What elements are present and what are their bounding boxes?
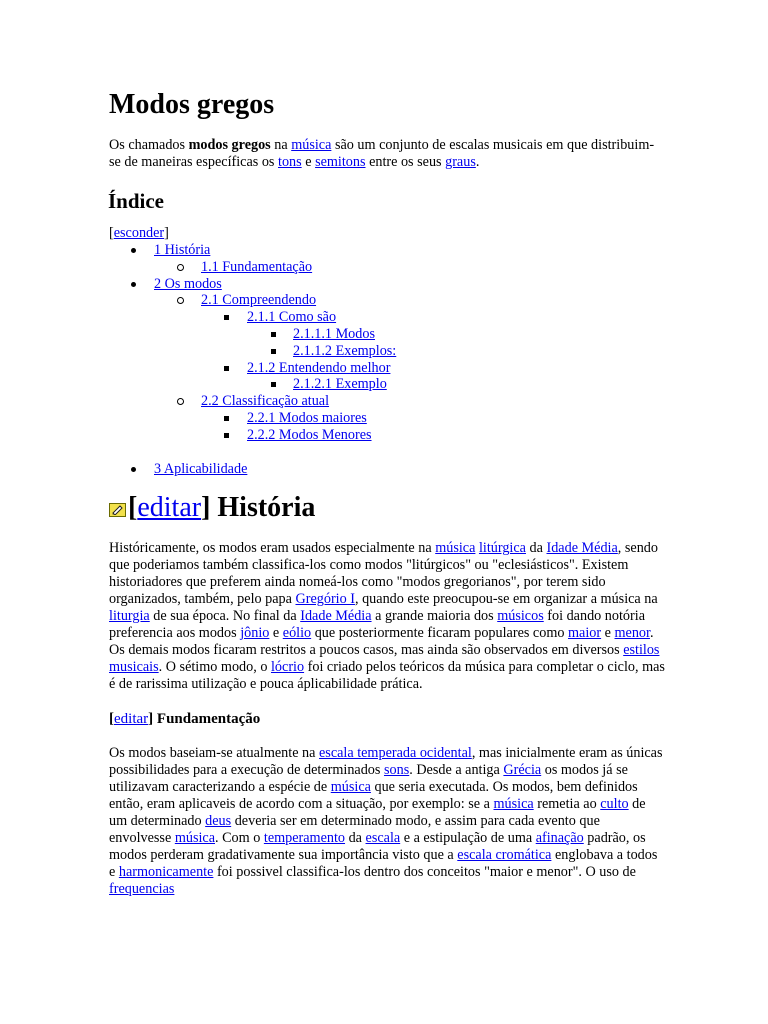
toc-item: [109, 360, 665, 377]
edit-link-historia[interactable]: editar: [137, 492, 202, 524]
toc-item: [109, 259, 665, 276]
text: e a estipulação de uma: [400, 830, 536, 847]
text: padrão, os modos perderam gradativamente sua importância visto que a: [109, 830, 646, 864]
toc-hide-link[interactable]: esconder: [113, 225, 165, 241]
text: que posteriormente ficaram populares como: [311, 625, 568, 642]
link-sons[interactable]: sons: [383, 762, 410, 779]
text: englobava a todos e: [109, 847, 658, 881]
toc-link[interactable]: 2.1.1.1 Modos: [293, 325, 375, 342]
section-title: Fundamentação: [156, 711, 261, 728]
link-musica[interactable]: música: [291, 137, 332, 153]
link-deus[interactable]: deus: [205, 813, 232, 830]
text: , sendo que poderiamos também classifica-los como modos "litúrgicos" ou "eclesiásticos". Existem historiadores que preferem ainda nomeá-los como "modos gregorianos", por terem sido organizados, também, pelo papa: [109, 540, 658, 608]
bullet-disc: [131, 282, 136, 287]
toc-item: [109, 376, 665, 393]
toc-item: [109, 309, 665, 326]
text: a grande maioria dos: [371, 608, 498, 625]
link-graus[interactable]: graus: [445, 154, 476, 170]
bullet-square: [224, 416, 229, 421]
bracket: [: [128, 492, 138, 524]
table-of-contents: [109, 225, 665, 477]
text: , quando este preocupou-se em organizar a música na: [354, 591, 658, 608]
text: Históricamente, os modos eram usados especialmente na: [109, 540, 436, 557]
bullet-square: [224, 315, 229, 320]
bullet-circle: [177, 297, 184, 304]
fundamentacao-paragraph: [109, 745, 665, 898]
intro-paragraph: [109, 137, 665, 171]
link-liturgica[interactable]: litúrgica: [478, 540, 526, 557]
link-musica[interactable]: música: [493, 796, 534, 813]
toc-item: [109, 427, 665, 444]
text: de um determinado: [109, 796, 646, 830]
text: e: [269, 625, 283, 642]
bold-term: modos gregos: [188, 137, 271, 153]
link-escala-cromatica[interactable]: escala cromática: [457, 847, 552, 864]
toc-link[interactable]: 2.1.2.1 Exemplo: [293, 376, 387, 393]
toc-link[interactable]: 2.2.2 Modos Menores: [247, 426, 372, 443]
link-frequencias[interactable]: frequencias: [109, 881, 175, 898]
toc-item: [109, 410, 665, 427]
bullet-square: [271, 332, 276, 337]
text: da: [525, 540, 547, 557]
text: foi criado pelos teóricos da música para completar o ciclo, mas é de rarissima utilização e pouca áplicabilidade prática.: [109, 659, 665, 693]
link-temperamento[interactable]: temperamento: [263, 830, 346, 847]
section-heading-historia: [109, 491, 665, 525]
link-idade-media[interactable]: Idade Média: [546, 540, 618, 557]
toc-link[interactable]: 1 História: [154, 242, 211, 258]
bullet-circle: [177, 398, 184, 405]
toc-title: Índice: [108, 189, 165, 213]
article: [109, 88, 665, 898]
page-title: Modos gregos: [109, 89, 275, 120]
bracket: [: [109, 225, 114, 241]
text: , mas inicialmente eram as únicas possibilidades para a execução de determinados: [109, 745, 663, 779]
bracket: ]: [148, 711, 154, 728]
link-musica[interactable]: música: [174, 830, 215, 847]
link-locrio[interactable]: lócrio: [270, 659, 305, 676]
link-musica[interactable]: música: [435, 540, 476, 557]
toc-item: [109, 326, 665, 343]
text: e: [301, 154, 316, 170]
bullet-circle: [177, 264, 184, 271]
link-grecia[interactable]: Grécia: [503, 762, 542, 779]
text: foi dando notória preferencia aos modos: [109, 608, 645, 642]
toc-link[interactable]: 2.1 Compreendendo: [201, 292, 317, 309]
link-maior[interactable]: maior: [568, 625, 602, 642]
bullet-square: [271, 349, 276, 354]
text: deveria ser em determinado modo, e assim para cada evento que envolvesse: [109, 813, 600, 847]
link-idade-media[interactable]: Idade Média: [300, 608, 372, 625]
text: são um conjunto de escalas musicais em que distribuim-se de maneiras específicas os: [109, 137, 655, 170]
text: . Os demais modos ficaram restritos a poucos casos, mas ainda são observados em diversos: [109, 625, 654, 659]
text: os modos já se utilizavam caracterizando a espécie de: [109, 762, 628, 796]
bullet-disc: [131, 248, 136, 253]
bullet-square: [224, 366, 229, 371]
text: que seria executada. Os modos, bem definidos então, eram aplicaveis de acordo com a situação, por exemplo: se a: [109, 779, 638, 813]
link-escala[interactable]: escala: [365, 830, 401, 847]
toc-link[interactable]: 2.2.1 Modos maiores: [247, 409, 367, 426]
text: Os modos baseiam-se atualmente na: [109, 745, 319, 762]
bullet-square: [224, 433, 229, 438]
text: . O sétimo modo, o: [158, 659, 271, 676]
link-harmonicamente[interactable]: harmonicamente: [118, 864, 214, 881]
text: Os chamados: [109, 137, 189, 153]
text: foi possivel classifica-los dentro dos conceitos "maior e menor". O uso de: [213, 864, 636, 881]
bullet-disc: [131, 467, 136, 472]
section-heading-fundamentacao: [109, 709, 665, 729]
text: da: [345, 830, 366, 847]
bracket: ]: [201, 492, 211, 524]
link-escala-temperada[interactable]: escala temperada ocidental: [319, 745, 472, 762]
text: de sua época. No final da: [149, 608, 301, 625]
link-musicos[interactable]: músicos: [497, 608, 544, 625]
toc-link[interactable]: 2.1.1.2 Exemplos:: [293, 342, 397, 359]
link-liturgia[interactable]: liturgia: [109, 608, 150, 625]
toc-item: [109, 461, 665, 478]
link-gregorio[interactable]: Gregório I: [295, 591, 355, 608]
link-tons[interactable]: tons: [278, 154, 302, 170]
section-title: História: [217, 492, 316, 524]
link-musica[interactable]: música: [330, 779, 371, 796]
toc-link[interactable]: 1.1 Fundamentação: [201, 258, 313, 275]
toc-link[interactable]: 2 Os modos: [154, 275, 222, 292]
text: entre os seus: [365, 154, 446, 170]
link-jonio[interactable]: jônio: [240, 625, 270, 642]
link-eolio[interactable]: eólio: [282, 625, 312, 642]
edit-pencil-icon[interactable]: [109, 503, 126, 517]
text: na: [270, 137, 292, 153]
historia-paragraph: [109, 540, 665, 693]
toc-item: [109, 292, 665, 309]
toc-link[interactable]: 2.1.1 Como são: [247, 309, 337, 326]
text: .: [475, 154, 480, 170]
bullet-square: [271, 382, 276, 387]
toc-item: [109, 343, 665, 360]
toc-link[interactable]: 2.2 Classificação atual: [201, 393, 330, 410]
link-afinacao[interactable]: afinação: [535, 830, 584, 847]
text: remetia ao: [533, 796, 601, 813]
link-semitons[interactable]: semitons: [315, 154, 366, 170]
link-culto[interactable]: culto: [600, 796, 629, 813]
link-estilos-musicais[interactable]: estilos musicais: [109, 642, 660, 676]
toc-link[interactable]: 3 Aplicabilidade: [154, 460, 248, 477]
bracket: [: [109, 711, 114, 728]
text: . Com o: [215, 830, 264, 847]
toc-item: [109, 242, 665, 259]
toc-item: [109, 393, 665, 410]
edit-link-fundamentacao[interactable]: editar: [114, 711, 149, 728]
toc-item: [109, 276, 665, 293]
text: e: [601, 625, 615, 642]
text: . Desde a antiga: [409, 762, 504, 779]
toc-link[interactable]: 2.1.2 Entendendo melhor: [247, 359, 391, 376]
link-menor[interactable]: menor: [614, 625, 650, 642]
bracket: ]: [164, 225, 169, 241]
toc-toggle: [109, 225, 665, 242]
